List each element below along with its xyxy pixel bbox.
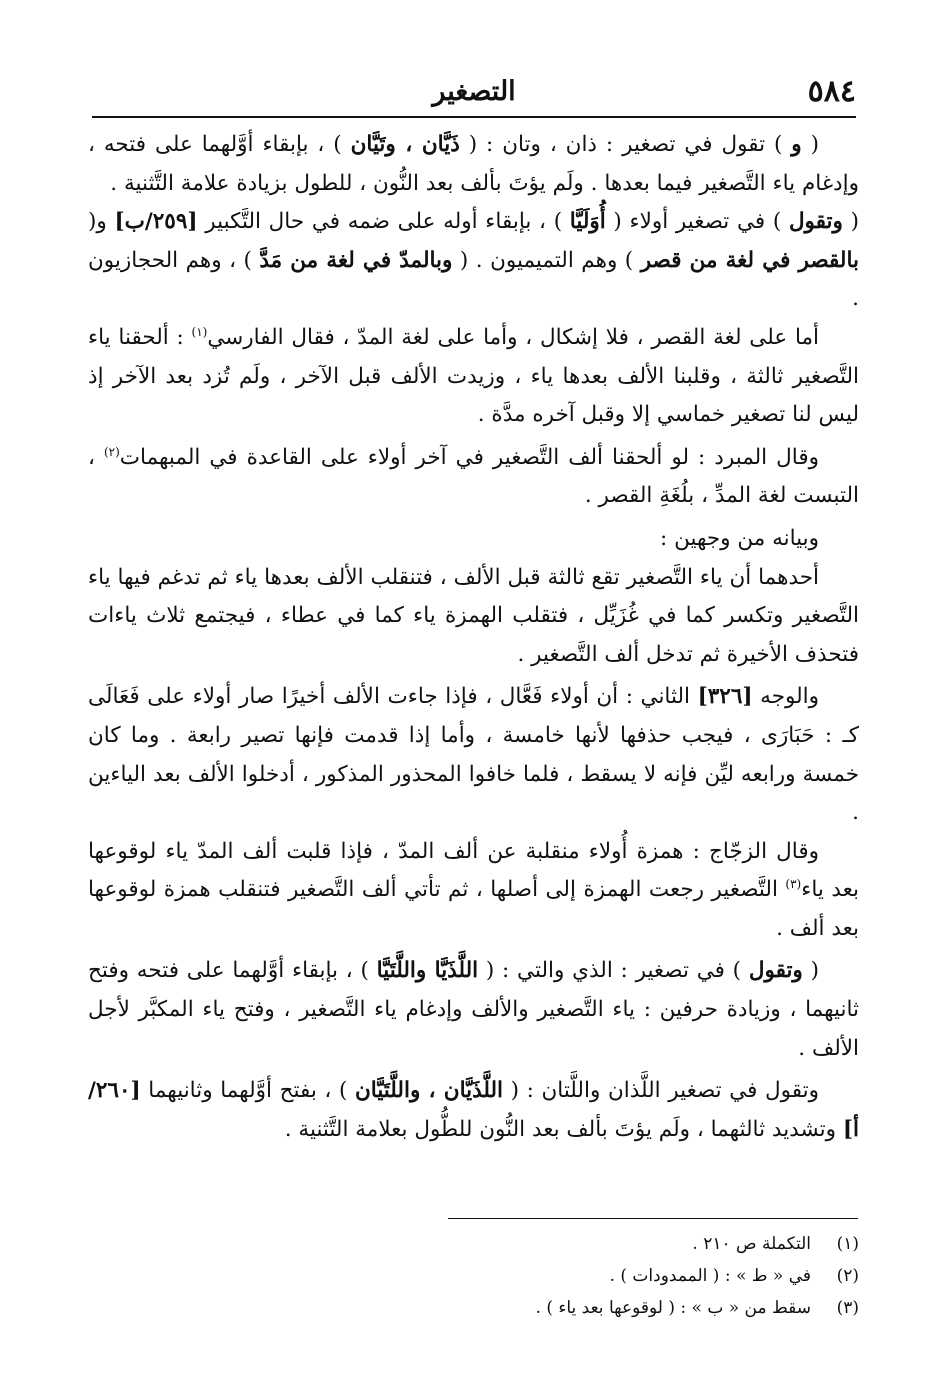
text-run: ) تقول في تصغير : ذان ، وتان : ( xyxy=(459,132,792,157)
paragraph xyxy=(88,520,859,559)
footnote-ref: (٢) xyxy=(103,444,120,459)
body-text xyxy=(88,126,859,1149)
paragraph xyxy=(88,833,859,949)
bold-text: ذَيَّان ، وتَيَّان xyxy=(350,132,460,157)
footnote xyxy=(300,1260,859,1292)
footnotes xyxy=(300,1228,859,1324)
bold-text: أُوَلَيَّا xyxy=(569,209,606,235)
text-run: ( xyxy=(802,958,819,984)
text-run: ، التبست لغة المدِّ ، بلُغَةِ القصر . xyxy=(88,444,859,509)
paragraph xyxy=(88,1072,859,1149)
text-run: وبيانه من وجهين : xyxy=(660,525,819,551)
paragraph xyxy=(88,559,859,675)
footnote xyxy=(300,1228,859,1260)
footnote-ref: (١) xyxy=(191,324,208,339)
text-run: والوجه xyxy=(752,684,819,710)
bold-text: وبالمدّ في لغة من مَدَّ xyxy=(259,247,453,273)
bold-text: [٣٢٦] xyxy=(697,684,753,710)
bold-text: اللَّذَيَّان ، واللَّتَيَّان xyxy=(354,1078,504,1104)
paragraph xyxy=(88,439,859,516)
text-run: ) ، بإبقاء أوله على ضمه في حال التَّكبير xyxy=(197,209,570,235)
bold-text: [٢٦٠/أ] xyxy=(88,1078,859,1142)
footnote xyxy=(300,1292,859,1324)
running-title: التصغير xyxy=(432,76,516,107)
paragraph xyxy=(88,319,859,435)
text-run: الثاني : أن أولاء فَعَّال ، فإذا جاءت الألف أخيرًا صار أولاء على فَعَالَى كـ : حَبَارَى ، فيجب حذفها لأنها خامسة ، وأما إذا قدمت فإنها تصير رابعة . وما كان خمسة ورابعه ليِّن فإنه لا يسقط ، فلما خافوا المحذور المذكور ، أدخلوا الألف بعد الياءين . xyxy=(88,684,859,826)
paragraph xyxy=(88,678,859,832)
text-run: وقال الزجّاج : همزة أُولاء منقلبة عن ألف المدّ ، فإذا قلبت ألف المدّ ياء لوقوعها بعد ياء xyxy=(88,838,859,903)
text-run: ) ، وهم الحجازيون . xyxy=(88,247,859,312)
bold-text: بالقصر في لغة من قصر xyxy=(640,247,859,273)
text-run: ) في تصغير : الذي والتي : ( xyxy=(478,958,749,984)
text-run: ( xyxy=(801,132,819,157)
text-run: ( xyxy=(842,209,860,235)
text-run: وقال المبرد : لو ألحقنا ألف التَّصغير في آخر أولاء على القاعدة في المبهمات xyxy=(119,444,819,470)
bold-text: وتقول xyxy=(748,958,803,984)
text-run: أما على لغة القصر ، فلا إشكال ، وأما على لغة المدّ ، فقال الفارسي xyxy=(207,324,819,350)
text-run: أحدهما أن ياء التَّصغير تقع ثالثة قبل الألف ، فتنقلب الألف بعدها ياء ثم تدغم فيها ياء التَّصغير وتكسر كما في غُزَيِّل ، فتقلب الهمزة ياء كما في عطاء ، فيجتمع ثلاث ياءات فتحذف الأخيرة ثم تدخل ألف التَّصغير . xyxy=(88,564,859,667)
footnote-number: (٣) xyxy=(836,1298,859,1318)
footnote-divider xyxy=(448,1218,858,1219)
page-number: ٥٨٤ xyxy=(807,74,856,109)
text-run: ) ، بفتح أوَّلهما وثانيهما xyxy=(140,1078,355,1104)
text-run: وتقول في تصغير اللَّذان واللَّتان : ( xyxy=(503,1078,819,1104)
footnote-number: (٢) xyxy=(836,1266,859,1286)
footnote-text: التكملة ص ٢١٠ . xyxy=(692,1234,811,1254)
text-run: ) ، بإبقاء أوَّلهما على فتحه وفتح ثانيهما ، وزيادة حرفين : ياء التَّصغير والألف وإدغام ياء التَّصغير ، وفتح ياء المكبَّر لأجل الألف . xyxy=(88,958,859,1061)
bold-text: اللَّذَيَّا واللَّتَيَّا xyxy=(376,958,479,984)
footnote-text: في « ط » : ( الممدودات ) . xyxy=(609,1266,811,1286)
footnote-ref: (٣) xyxy=(785,877,802,892)
paragraph xyxy=(88,952,859,1068)
text-run: وتشديد ثالثهما ، ولَم يؤتَ بألف بعد النُّون للطُّول بعلامة التَّثنية . xyxy=(284,1116,843,1142)
text-run: ) في تصغير أولاء ( xyxy=(605,209,789,235)
text-run: : ألحقنا ياء التَّصغير ثالثة ، وقلبنا الألف بعدها ياء ، وزيدت الألف قبل الآخر ، ولَم تُزد بعد الآخر إذ ليس لنا تصغير خماسي إلا وقبل آخره مدَّة . xyxy=(88,324,859,428)
text-run: ) وهم التميميون . ( xyxy=(452,247,641,273)
text-run: التَّصغير رجعت الهمزة إلى أصلها ، ثم تأتي ألف التَّصغير فتنقلب همزة لوقوعها بعد ألف . xyxy=(88,877,859,941)
bold-text: [٢٥٩/ب] xyxy=(114,209,198,235)
page-header xyxy=(92,72,856,118)
text-run: ) ، بإبقاء أوَّلهما على فتحه ، وإدغام ياء التَّصغير فيما بعدها . ولَم يؤتَ بألف بعد النُّون ، للطول بزيادة علامة التَّثنية . xyxy=(88,132,859,196)
paragraph xyxy=(88,126,859,203)
paragraph xyxy=(88,203,859,319)
footnote-number: (١) xyxy=(836,1234,859,1254)
text-run: و( xyxy=(88,209,115,235)
footnote-text: سقط من « ب » : ( لوقوعها بعد ياء ) . xyxy=(535,1298,811,1318)
bold-text: و xyxy=(791,132,802,157)
bold-text: وتقول xyxy=(788,209,843,235)
